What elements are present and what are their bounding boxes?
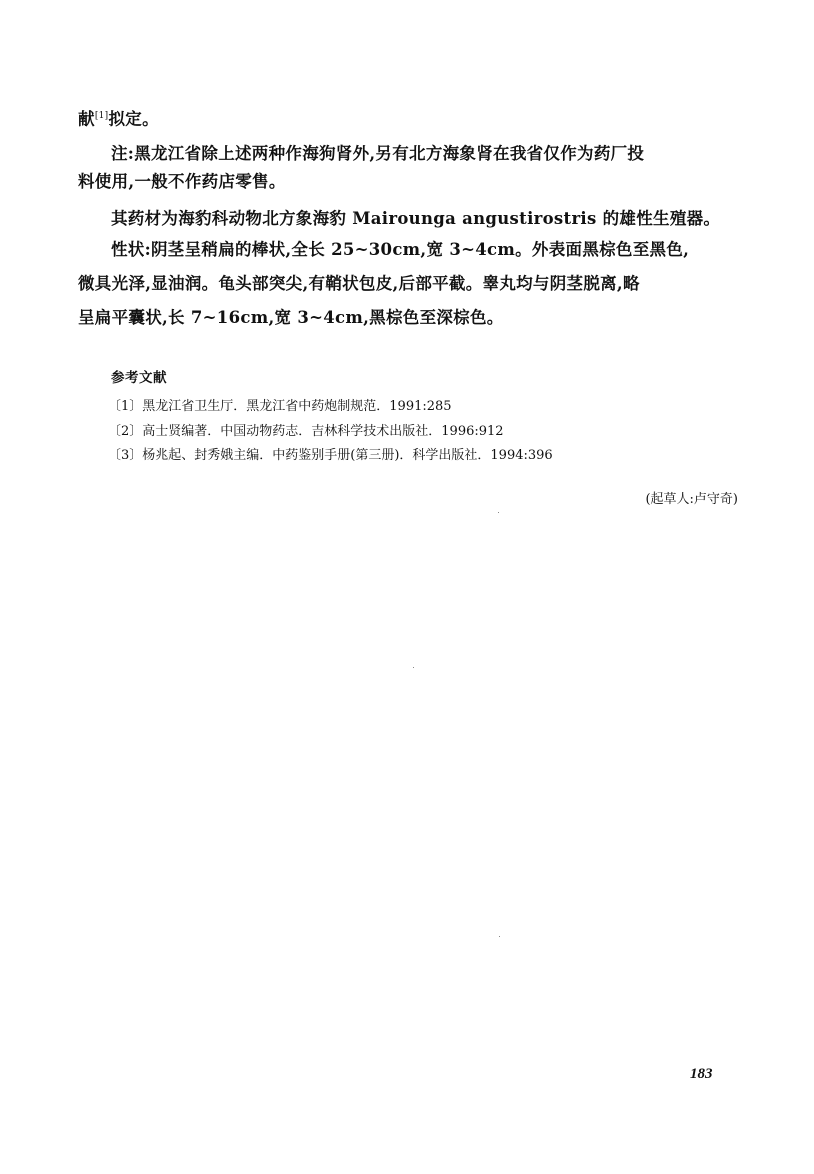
paragraph-0-rest: 拟定。 — [108, 109, 159, 129]
paragraph-0 — [78, 102, 746, 134]
origin-paragraph — [78, 205, 746, 233]
paragraph-3-line-3: 呈扁平囊状,长 7~16cm,宽 3~4cm,黑棕色至深棕色。 — [78, 308, 504, 327]
paragraph-0-text: 献 — [78, 109, 95, 129]
paragraph-3-line-2: 微具光泽,显油润。龟头部突尖,有鞘状包皮,后部平截。睾丸均与阴茎脱离,略 — [78, 274, 640, 293]
reference-item-3: 〔3〕杨兆起、封秀娥主编．中药鉴别手册(第三册)．科学出版社．1994:396 — [108, 448, 553, 463]
paragraph-1-line-1: 注:黑龙江省除上述两种作海狗肾外,另有北方海象肾在我省仅作为药厂投 — [111, 144, 645, 163]
paragraph-3 — [78, 236, 746, 332]
scan-speck — [413, 667, 414, 668]
references-list — [108, 395, 748, 469]
paragraph-2 — [78, 205, 746, 233]
paragraph-2-line-1: 其药材为海豹科动物北方象海豹 Mairounga angustirostris 的雄性生殖器。 — [111, 209, 721, 228]
paragraph-1-line-2: 料使用,一般不作药店零售。 — [78, 172, 286, 191]
note-paragraph — [78, 140, 746, 196]
scan-speck — [498, 512, 499, 513]
references-title: 参考文献 — [111, 370, 167, 386]
citation-superscript: [1] — [94, 111, 109, 121]
paragraph-1 — [78, 140, 746, 196]
reference-item-1: 〔1〕黑龙江省卫生厅．黑龙江省中药炮制规范．1991:285 — [108, 399, 452, 414]
paragraph-3-line-1: 性状:阴茎呈稍扁的棒状,全长 25~30cm,宽 3~4cm。外表面黑棕色至黑色, — [111, 240, 690, 259]
characteristics-paragraph — [78, 236, 746, 332]
scan-speck — [499, 936, 500, 937]
body-paragraph-continuation — [78, 102, 746, 134]
drafter-credit: (起草人:卢守奇) — [645, 492, 738, 507]
page-number: 183 — [690, 1066, 713, 1082]
reference-item-2: 〔2〕高士贤编著．中国动物药志．吉林科学技术出版社．1996:912 — [108, 423, 504, 439]
